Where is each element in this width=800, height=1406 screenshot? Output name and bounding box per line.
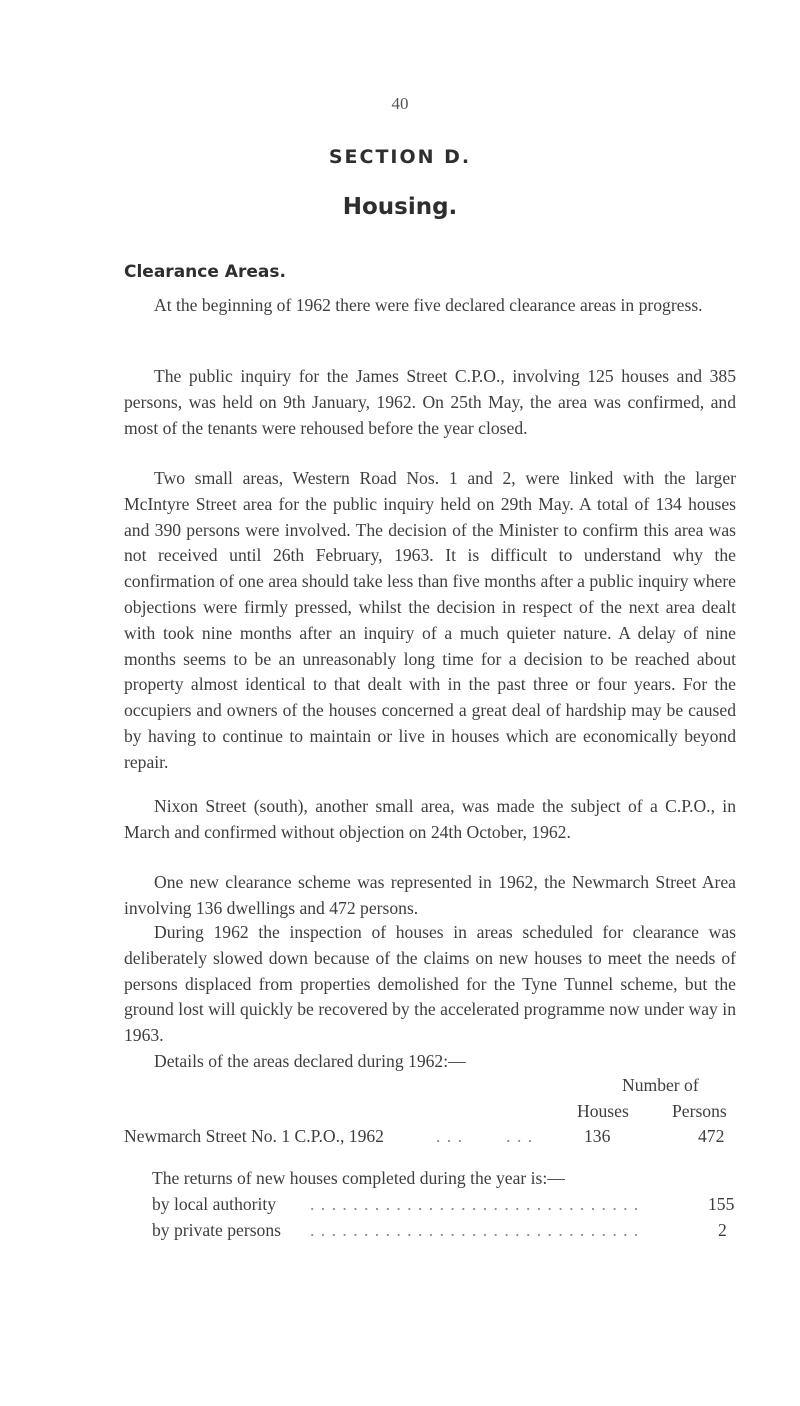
paragraph: The public inquiry for the James Street C.P.O., involving 125 houses and 385 persons, was held on 9th January, 1962. On 25th May, the area was confirmed, and most of the tenants were rehoused before the year closed. bbox=[124, 366, 736, 438]
page-number: 40 bbox=[391, 94, 409, 113]
table-header-number-of: Number of bbox=[622, 1075, 699, 1095]
returns-row-value: 155 bbox=[708, 1194, 735, 1214]
table-header-houses: Houses bbox=[577, 1101, 629, 1121]
paragraph: Nixon Street (south), another small area, was made the subject of a C.P.O., in March and confirmed without objection on 24th October, 1962. bbox=[124, 796, 736, 842]
paragraph: Details of the areas declared during 1962:— bbox=[154, 1051, 466, 1071]
returns-row-dots: . . . . . . . . . . . . . . . . . . . . . . . . . . . . . . . bbox=[310, 1220, 640, 1240]
returns-row-dots: . . . . . . . . . . . . . . . . . . . . . . . . . . . . . . . bbox=[310, 1194, 640, 1214]
table-header-persons: Persons bbox=[672, 1101, 727, 1121]
paragraph: During 1962 the inspection of houses in areas scheduled for clearance was deliberately slowed down because of the claims on new houses to meet the needs of persons displaced from properties demolished for the Tyne Tunnel scheme, but the ground lost will quickly be recovered by the accelerated programme now under way in 1963. bbox=[124, 922, 736, 1046]
table-row-houses: 136 bbox=[584, 1126, 611, 1146]
section-title: Housing. bbox=[342, 194, 458, 220]
returns-row-value: 2 bbox=[718, 1220, 727, 1240]
returns-intro: The returns of new houses completed during the year is:— bbox=[152, 1168, 565, 1188]
subheading-clearance-areas: Clearance Areas. bbox=[124, 262, 286, 282]
table-row-dots: . . . . . . bbox=[436, 1126, 534, 1146]
table-row-persons: 472 bbox=[698, 1126, 725, 1146]
table-row-name: Newmarch Street No. 1 C.P.O., 1962 bbox=[124, 1126, 384, 1146]
paragraph: At the beginning of 1962 there were five declared clearance areas in progress. bbox=[154, 295, 703, 315]
paragraph: Two small areas, Western Road Nos. 1 and 2, were linked with the larger McIntyre Street area for the public inquiry held on 29th May. A total of 134 houses and 390 persons were involved. The decision of the Minister to confirm this area was not received until 26th February, 1963. It is difficult to understand why the confirmation of one area should take less than five months after a public inquiry where objections were firmly pressed, whilst the decision in respect of the next area dealt with took nine months after an inquiry of a much quieter nature. A delay of nine months seems to be an unreasonably long time for a decision to be reached about property almost identical to that dealt with in the past three or four years. For the occupiers and owners of the houses concerned a great deal of hardship may be caused by having to continue to maintain or live in houses which are economically beyond repair. bbox=[124, 468, 736, 772]
returns-row-label: by local authority bbox=[152, 1194, 277, 1214]
returns-row-label: by private persons bbox=[152, 1220, 281, 1240]
section-label: SECTION D. bbox=[328, 146, 472, 168]
paragraph: One new clearance scheme was represented in 1962, the Newmarch Street Area involving 136 dwellings and 472 persons. bbox=[124, 872, 736, 918]
